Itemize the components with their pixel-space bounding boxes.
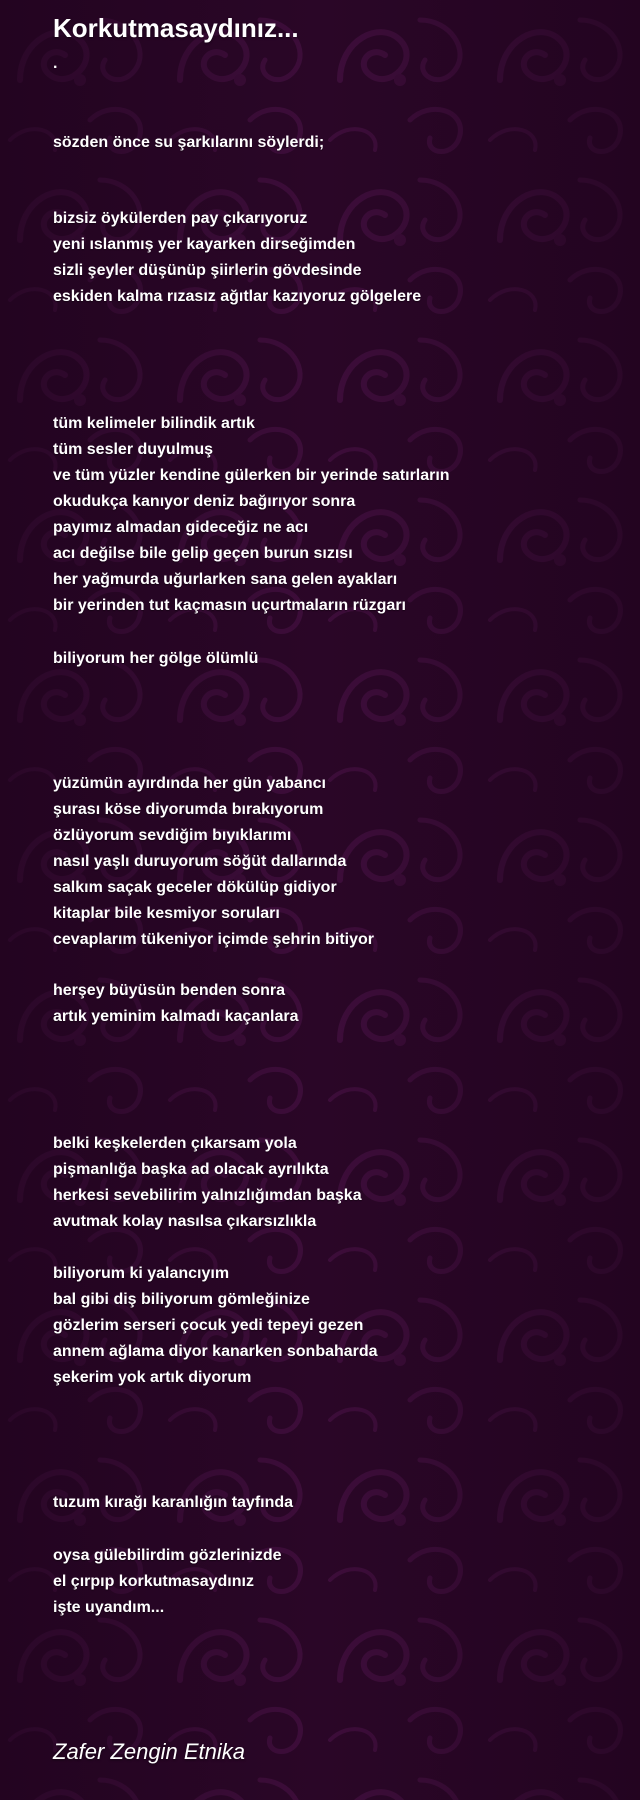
poem-line: bir yerinden tut kaçmasın uçurtmaların rüzgarı (53, 597, 406, 614)
poem-line: el çırpıp korkutmasaydınız (53, 1573, 254, 1590)
poem-title: Korkutmasaydınız... (53, 13, 299, 43)
poem-line: gözlerim serseri çocuk yedi tepeyi gezen (53, 1317, 364, 1334)
poem-line: kitaplar bile kesmiyor soruları (53, 905, 280, 922)
poem-line: belki keşkelerden çıkarsam yola (53, 1135, 297, 1152)
poem-line: işte uyandım... (53, 1599, 165, 1616)
poem-line: tuzum kırağı karanlığın tayfında (53, 1494, 294, 1511)
poem-line: sözden önce su şarkılarını söylerdi; (53, 134, 325, 151)
poem-line: bal gibi diş biliyorum gömleğinize (53, 1291, 310, 1308)
stanza (53, 411, 450, 619)
poem-line: pişmanlığa başka ad olacak ayrılıkta (53, 1161, 329, 1178)
poem-line: yüzümün ayırdında her gün yabancı (53, 775, 326, 792)
poem-line: herşey büyüsün benden sonra (53, 982, 286, 999)
poem-line: artık yeminim kalmadı kaçanlara (53, 1008, 299, 1025)
poem-line: annem ağlama diyor kanarken sonbaharda (53, 1343, 378, 1360)
poem-line: nasıl yaşlı duruyorum söğüt dallarında (53, 853, 347, 870)
poem-line: bizsiz öykülerden pay çıkarıyoruz (53, 210, 308, 227)
poem-line: biliyorum ki yalancıyım (53, 1265, 230, 1282)
stanza (53, 771, 374, 953)
poem-line: payımız almadan gideceğiz ne acı (53, 519, 309, 536)
poem-line: oysa gülebilirdim gözlerinizde (53, 1547, 282, 1564)
stanza (53, 1261, 378, 1391)
poem-line: tüm kelimeler bilindik artık (53, 415, 255, 432)
poem-line: acı değilse bile gelip geçen burun sızısı (53, 545, 353, 562)
title-dot: . (53, 55, 58, 72)
stanza (53, 130, 324, 156)
poem-line: yeni ıslanmış yer kayarken dirseğimden (53, 236, 356, 253)
poem-line: her yağmurda uğurlarken sana gelen ayakları (53, 571, 398, 588)
poem-line: şurası köse diyorumda bırakıyorum (53, 801, 324, 818)
poem-line: avutmak kolay nasılsa çıkarsızlıkla (53, 1213, 317, 1230)
stanza (53, 646, 258, 672)
poem-line: cevaplarım tükeniyor içimde şehrin bitiyor (53, 931, 374, 948)
poem-line: şekerim yok artık diyorum (53, 1369, 252, 1386)
poem-line: sizli şeyler düşünüp şiirlerin gövdesinde (53, 262, 362, 279)
poem-line: tüm sesler duyulmuş (53, 441, 214, 458)
poem-line: salkım saçak geceler dökülüp gidiyor (53, 879, 337, 896)
poem-line: biliyorum her gölge ölümlü (53, 650, 259, 667)
poem-line: eskiden kalma rızasız ağıtlar kazıyoruz gölgelere (53, 288, 422, 305)
stanza (53, 206, 421, 310)
stanza (53, 1490, 293, 1516)
poem-author: Zafer Zengin Etnika (53, 1739, 245, 1764)
poem-line: ve tüm yüzler kendine gülerken bir yerinde satırların (53, 467, 450, 484)
poem-line: özlüyorum sevdiğim bıyıklarımı (53, 827, 292, 844)
stanza (53, 978, 298, 1030)
stanza (53, 1543, 281, 1621)
poem-line: herkesi sevebilirim yalnızlığımdan başka (53, 1187, 362, 1204)
poem-line: okudukça kanıyor deniz bağırıyor sonra (53, 493, 356, 510)
stanza (53, 1131, 362, 1235)
